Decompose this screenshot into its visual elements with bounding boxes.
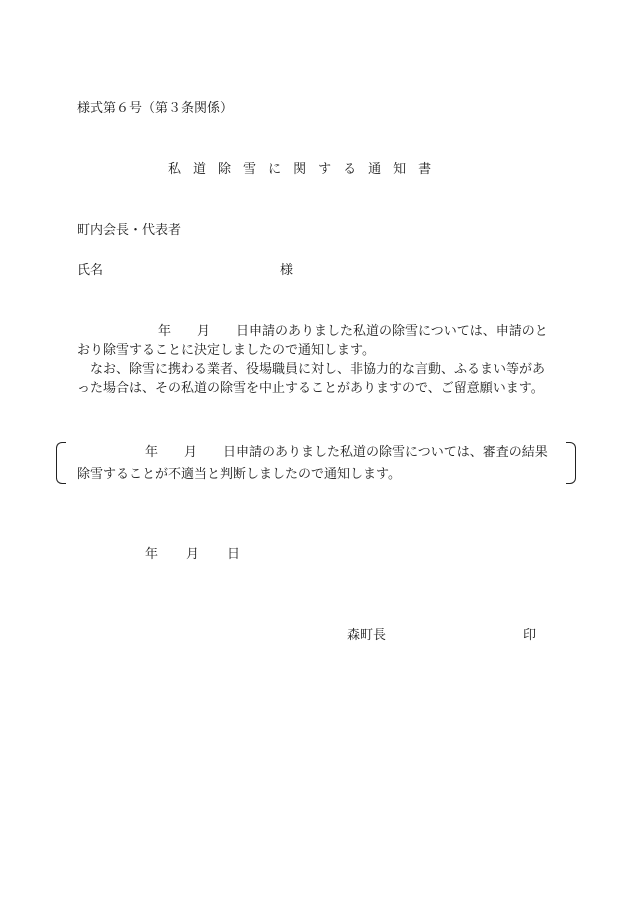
denial-block (56, 442, 576, 484)
title-char: 私 (168, 162, 182, 177)
title-char: 雪 (243, 162, 257, 177)
issuer: 森町長 (347, 628, 387, 643)
left-bracket (56, 442, 66, 484)
form-number: 様式第６号（第３条関係） (77, 101, 234, 116)
date-day: 日 (227, 547, 241, 562)
name-label: 氏名 (77, 263, 104, 278)
right-bracket (566, 442, 576, 484)
name-honorific: 様 (280, 263, 294, 278)
title-char: 書 (418, 162, 432, 177)
title-char: 通 (368, 162, 382, 177)
title-char: 道 (193, 162, 207, 177)
title-char: に (268, 162, 282, 177)
recipient-group: 町内会長・代表者 (77, 223, 182, 238)
date-month: 月 (186, 547, 200, 562)
title-char: る (343, 162, 357, 177)
date-line (145, 547, 268, 563)
denial-paragraph: 年 月 日申請のありました私道の除雪については、審査の結果除雪することが不適当と判断しましたので通知します。 (77, 445, 548, 482)
title-char: 知 (393, 162, 407, 177)
seal-mark: 印 (523, 628, 537, 643)
date-year: 年 (145, 547, 159, 562)
title-char: 関 (293, 162, 307, 177)
title-char: 除 (218, 162, 232, 177)
notice-paragraph: なお、除雪に携わる業者、役場職員に対し、非協力的な言動、ふるまい等があった場合は、その私道の除雪を中止することがありますので、ご留意願います。 (77, 362, 546, 396)
title-char: す (318, 162, 332, 177)
document-title (168, 162, 468, 178)
approval-paragraph: 年 月 日申請のありました私道の除雪については、申請のとおり除雪することに決定しましたので通知します。 (77, 324, 548, 358)
